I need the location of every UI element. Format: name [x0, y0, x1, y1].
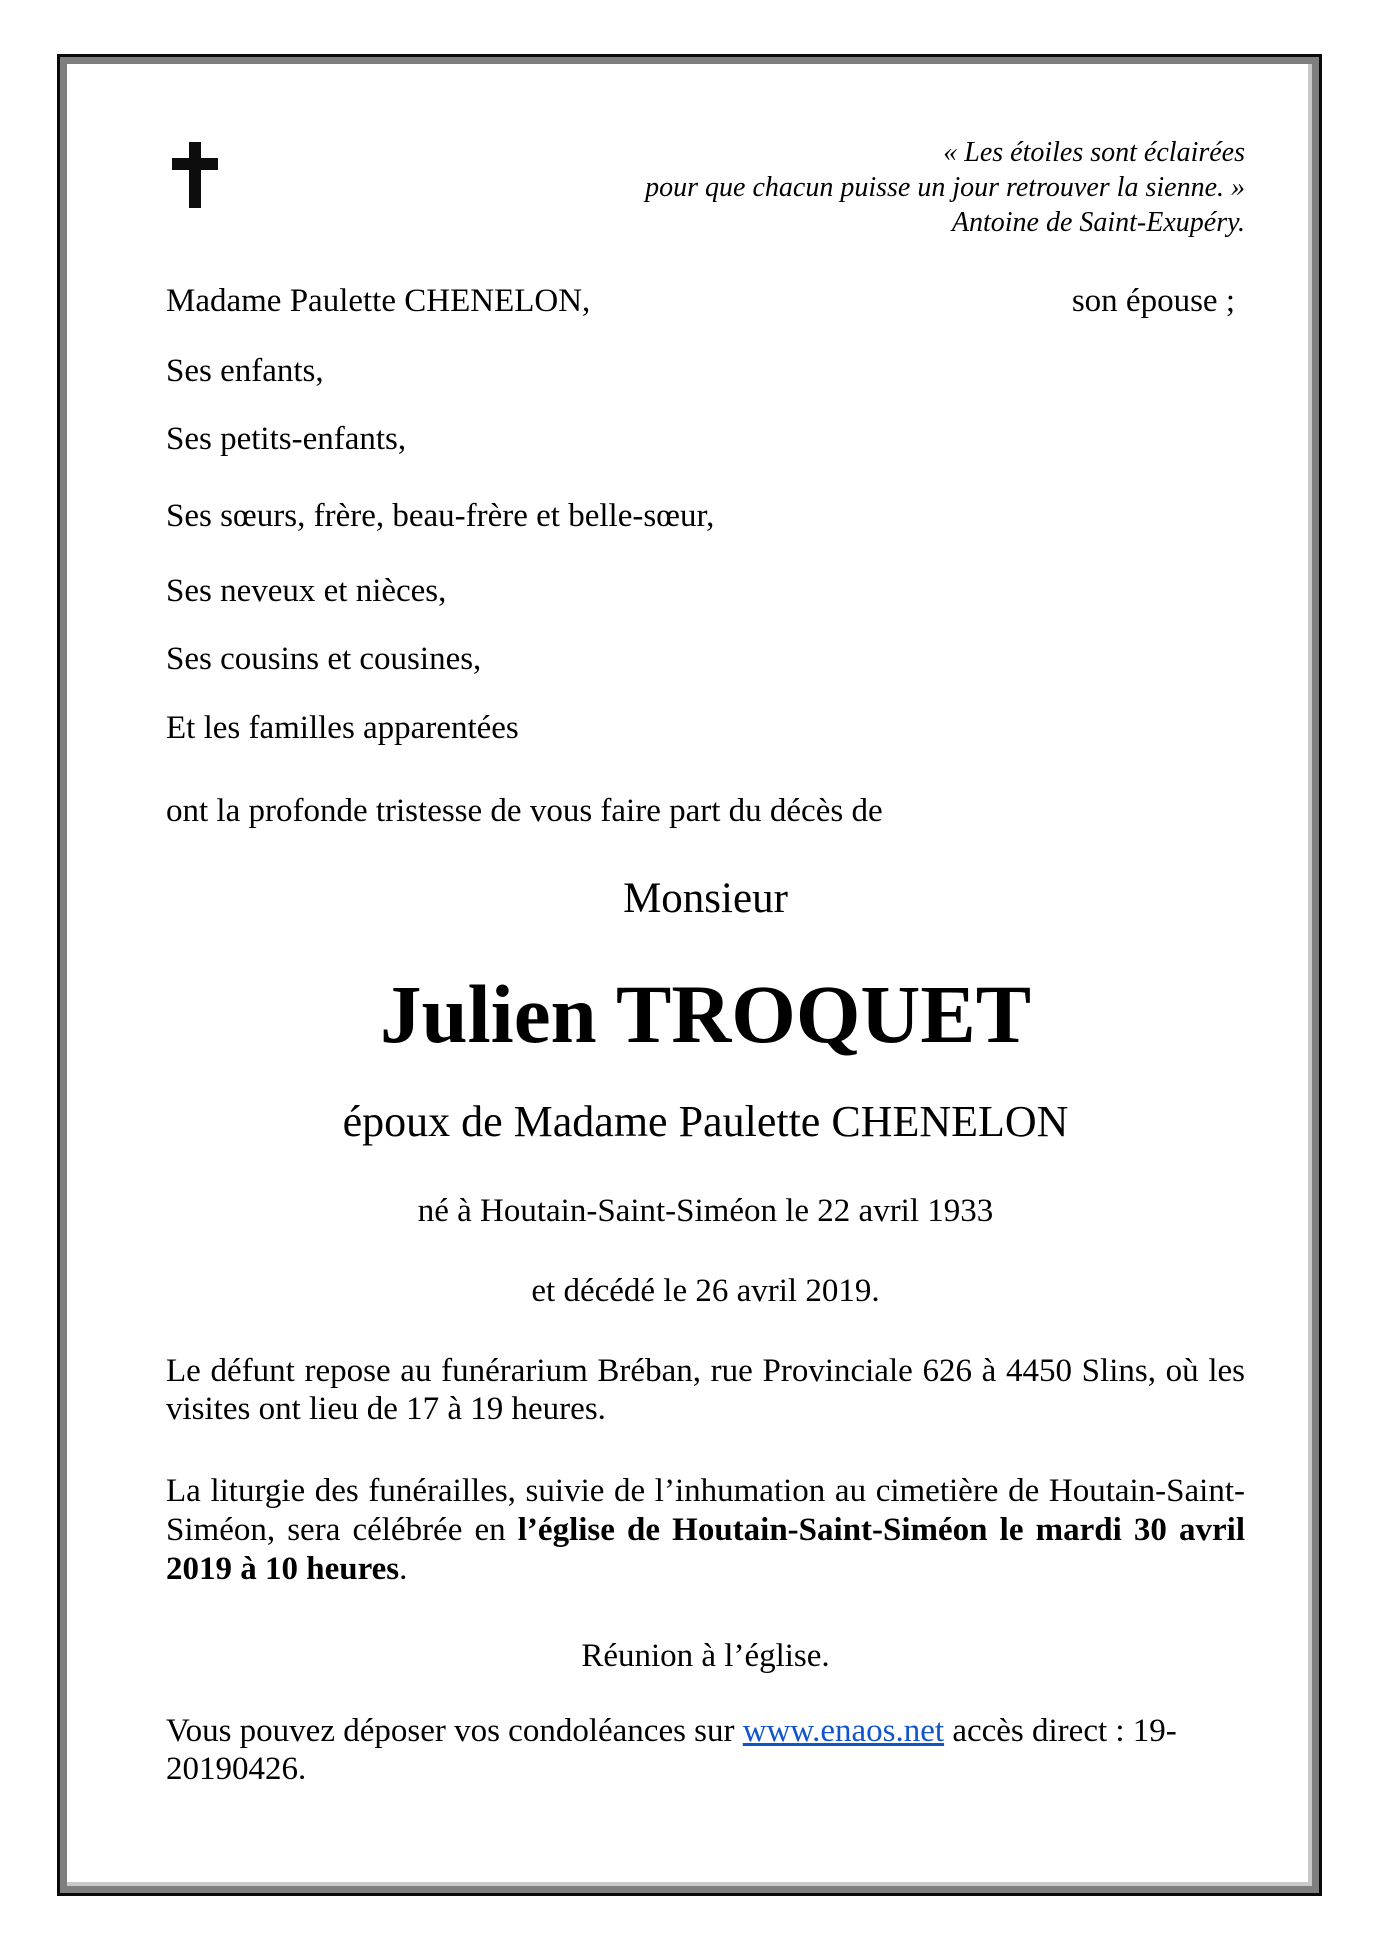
deceased-birth-line: né à Houtain-Saint-Siméon le 22 avril 1933: [417, 1193, 994, 1229]
condolences-text: Vous pouvez déposer vos condoléances sur: [166, 1713, 743, 1749]
spouse-name: Madame Paulette CHENELON,: [166, 283, 591, 319]
liturgy-bold-text: l’église de Houtain-Saint-Siméon le mardi 30 avril 2019 à 10 heures: [166, 1512, 1245, 1587]
meeting-line: Réunion à l’église.: [581, 1638, 830, 1674]
condolences-access-code: accès direct : 19-20190426.: [166, 1713, 1177, 1787]
quote-line-2: pour que chacun puisse un jour retrouver la sienne. »: [645, 172, 1245, 203]
spouse-relation: son épouse ;: [1071, 283, 1235, 319]
quote-line-1: « Les étoiles sont éclairées: [943, 137, 1245, 168]
condolences-paragraph: [166, 1712, 1245, 1788]
deceased-relation: époux de Madame Paulette CHENELON: [342, 1097, 1069, 1146]
liturgy-paragraph: [166, 1472, 1245, 1589]
family-line-grandchildren: Ses petits-enfants,: [166, 421, 407, 457]
obituary-content: [166, 67, 1245, 1878]
spouse-line: [166, 282, 1245, 320]
quote-attribution: Antoine de Saint-Exupéry.: [951, 207, 1245, 238]
announcement-intro: ont la profonde tristesse de vous faire part du décès de: [166, 793, 883, 829]
family-line-nephews-nieces: Ses neveux et nièces,: [166, 573, 447, 609]
family-line-cousins: Ses cousins et cousines,: [166, 641, 482, 677]
liturgy-text-end: .: [399, 1551, 408, 1587]
enaos-link[interactable]: www.enaos.net: [742, 1713, 945, 1749]
epigraph-quote: [166, 135, 1245, 240]
family-line-children: Ses enfants,: [166, 353, 324, 389]
liturgy-text: La liturgie des funérailles, suivie de l’inhumation au cimetière de Houtain-Saint-Siméon, sera célébrée en: [166, 1473, 1245, 1548]
family-line-siblings: Ses sœurs, frère, beau-frère et belle-sœur,: [166, 498, 715, 534]
repose-paragraph: Le défunt repose au funérarium Bréban, rue Provinciale 626 à 4450 Slins, où les visites ont lieu de 17 à 19 heures.: [166, 1353, 1245, 1427]
deceased-name: Julien TROQUET: [379, 968, 1032, 1060]
deceased-civility: Monsieur: [623, 875, 788, 922]
family-line-related-families: Et les familles apparentées: [166, 710, 519, 746]
deceased-death-line: et décédé le 26 avril 2019.: [531, 1273, 880, 1309]
